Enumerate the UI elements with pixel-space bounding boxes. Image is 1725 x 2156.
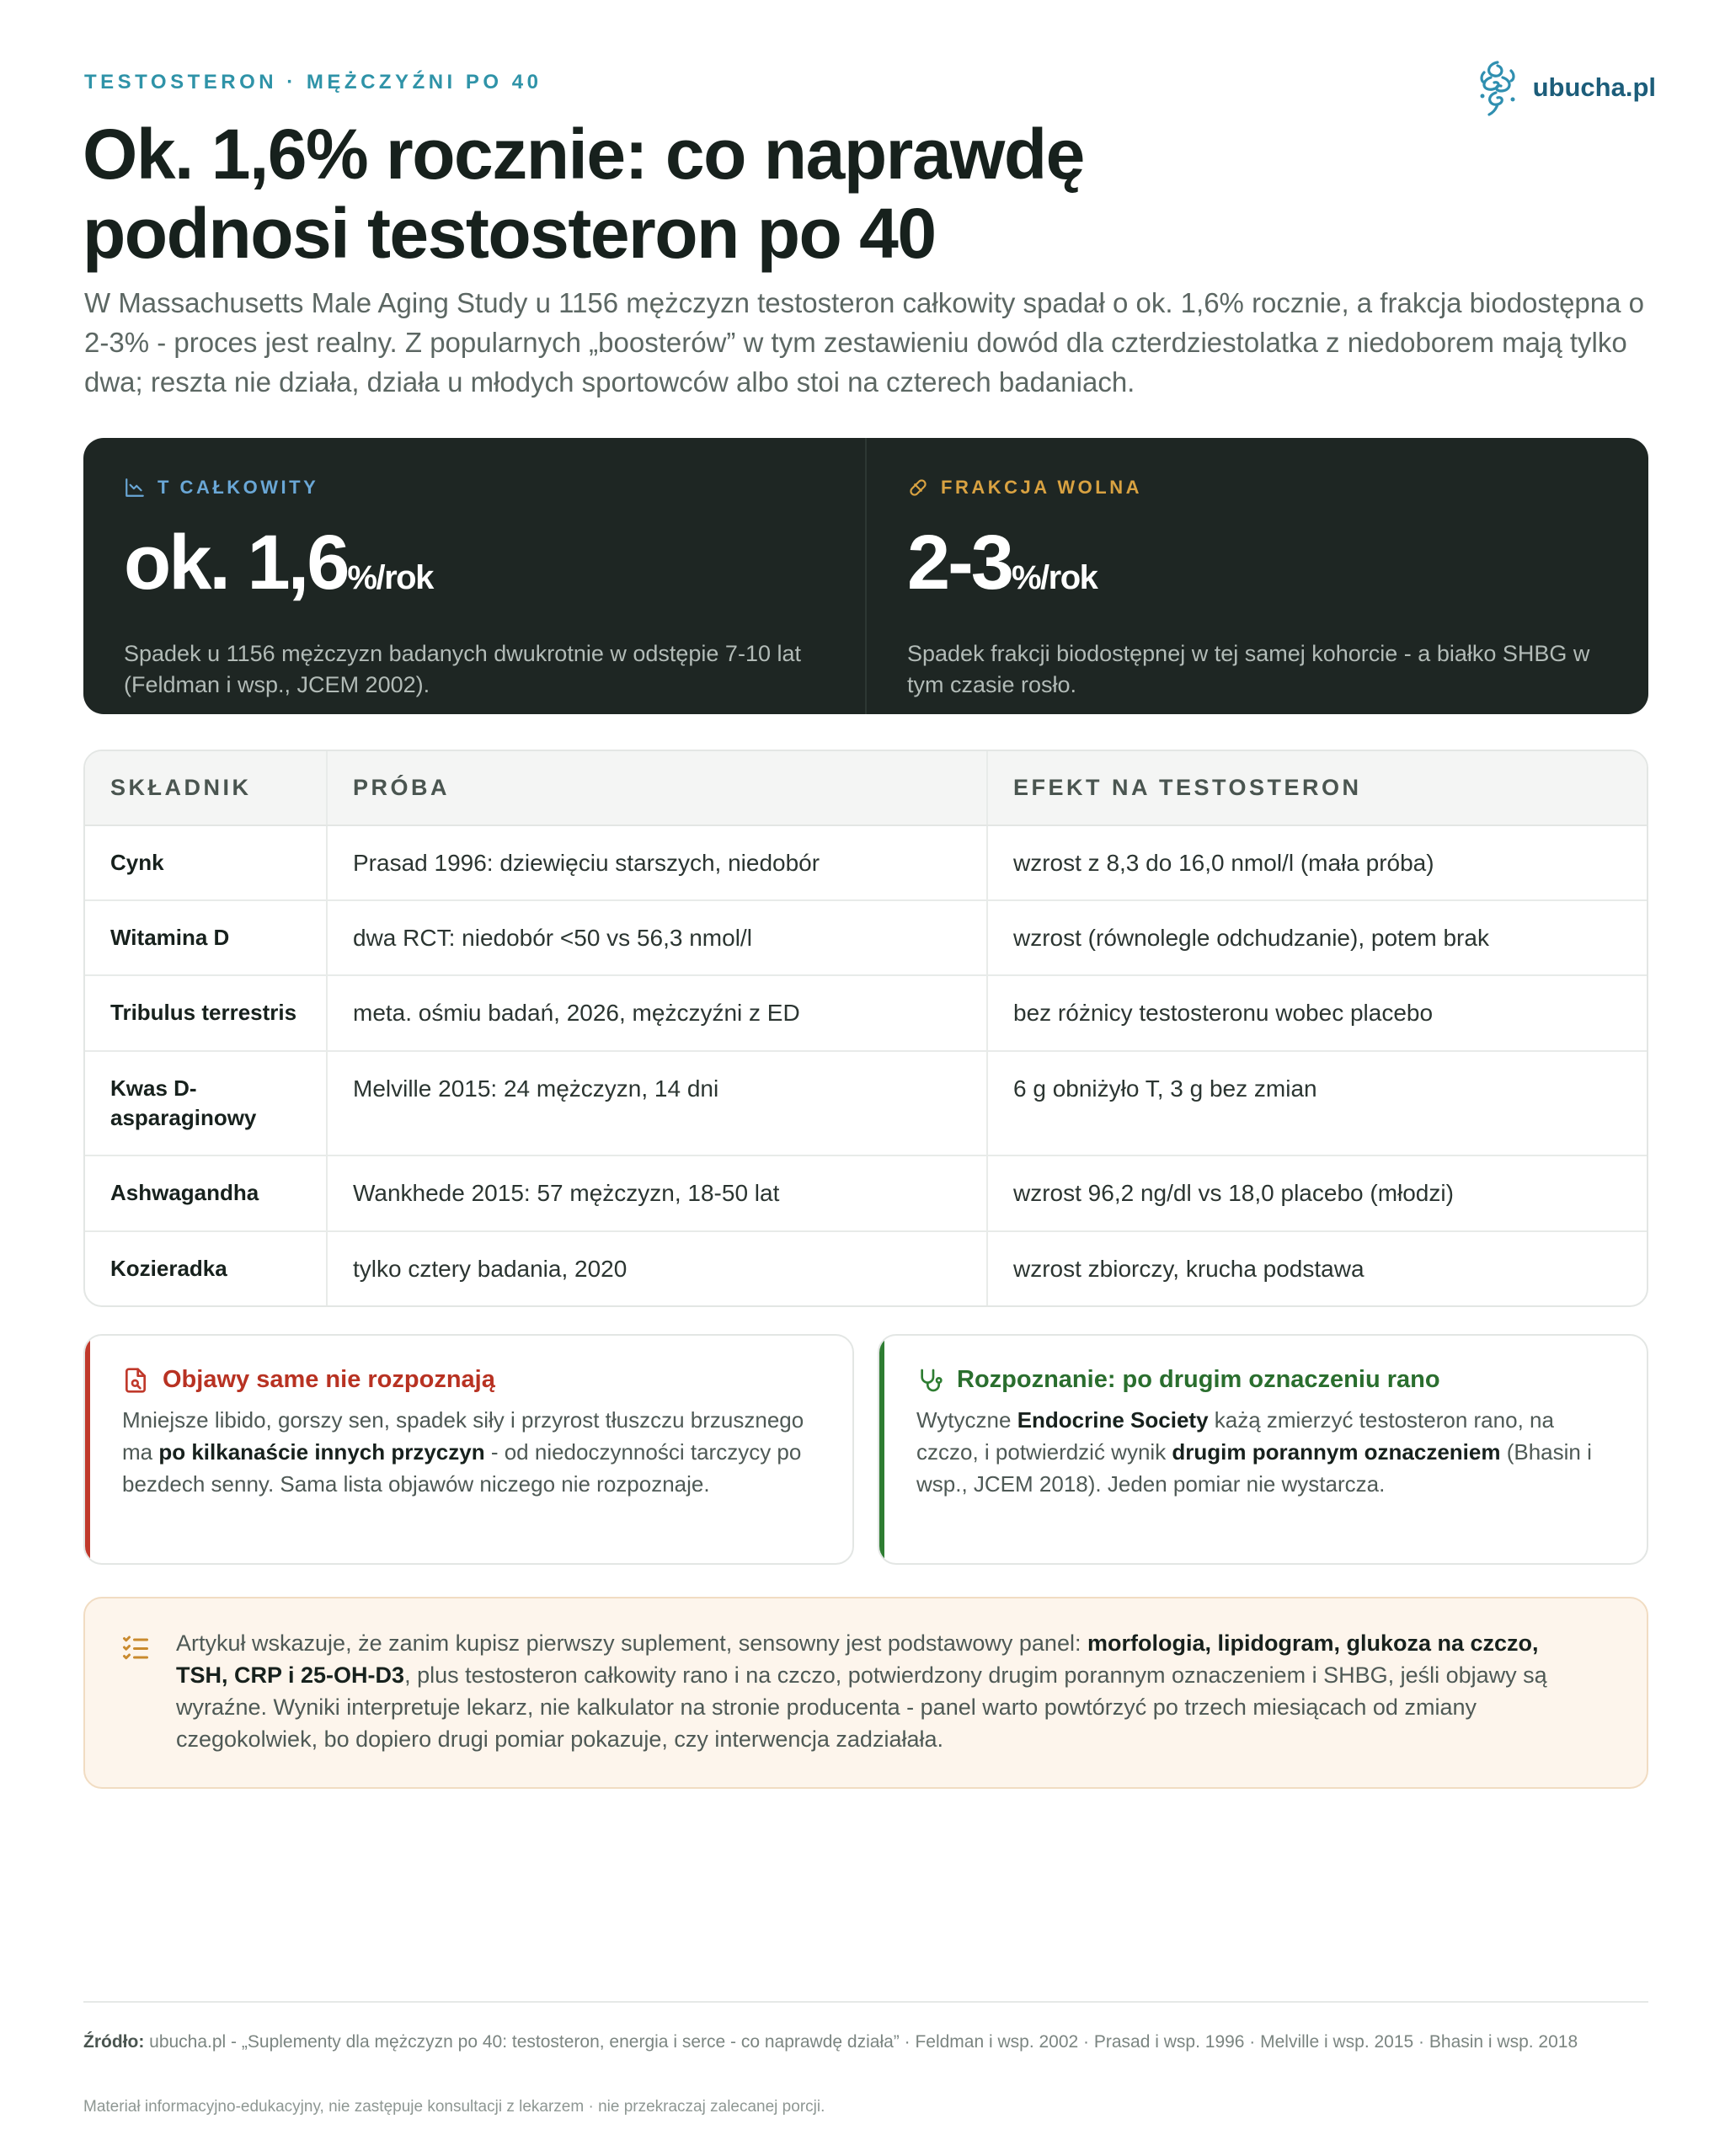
callout-emphasis: drugim porannym oznaczeniem (1172, 1439, 1501, 1465)
table-row (85, 1051, 1647, 1155)
lab-panel-note (83, 1597, 1648, 1789)
disclaimer: Materiał informacyjno-edukacyjny, nie zastępuje konsultacji z lekarzem · nie przekraczaj zalecanej porcji. (83, 2098, 825, 2116)
pill-icon (907, 477, 929, 499)
table-row (85, 1155, 1647, 1231)
table-header-row (85, 751, 1647, 825)
source-text: ubucha.pl - „Suplementy dla mężczyzn po 40: testosteron, energia i serce - co naprawdę działa” · Feldman i wsp. 2002 · Prasad i wsp. 1996 · Melville i wsp. 2015 · Bhasin i wsp. 2018 (144, 2032, 1578, 2052)
callout-emphasis: Endocrine Society (1017, 1407, 1209, 1433)
callout-title: Rozpoznanie: po drugim oznaczeniu rano (957, 1366, 1440, 1393)
header-trial: PRÓBA (327, 751, 987, 825)
table-row (85, 825, 1647, 900)
symptoms-callout (83, 1334, 854, 1565)
panel-body (176, 1627, 1588, 1755)
cell-ingredient: Kwas D-asparaginowy (85, 1051, 327, 1155)
cell-effect: wzrost (równolegle odchudzanie), potem brak (987, 900, 1647, 975)
stat-total-testosterone (83, 438, 865, 714)
stat-unit: %/rok (1011, 559, 1097, 596)
callout-body (122, 1404, 819, 1500)
header-effect: EFEKT NA TESTOSTERON (987, 751, 1647, 825)
stat-value (124, 520, 825, 620)
table-row (85, 1231, 1647, 1305)
stat-value (907, 520, 1608, 620)
stat-description: Spadek u 1156 mężczyzn badanych dwukrotnie w odstępie 7-10 lat (Feldman i wsp., JCEM 2002). (124, 641, 801, 697)
cell-ingredient: Ashwagandha (85, 1155, 327, 1231)
cell-trial: dwa RCT: niedobór <50 vs 56,3 nmol/l (327, 900, 987, 975)
lede-paragraph: W Massachusetts Male Aging Study u 1156 mężczyzn testosteron całkowity spadał o ok. 1,6% rocznie, a frakcja biodostępna o 2-3% - proces jest realny. Z popularnych „boosterów” w tym zestawieniu dowód dla czterdziestolatka z niedoborem mają tylko dwa; reszta nie działa, działa u młodych sportowców albo stoi na czterech badaniach. (84, 287, 1645, 398)
panel-text: Artykuł wskazuje, że zanim kupisz pierwszy suplement, sensowny jest podstawowy panel: (176, 1630, 1087, 1656)
cell-effect: wzrost z 8,3 do 16,0 nmol/l (mała próba) (987, 825, 1647, 900)
stethoscope-icon (916, 1367, 943, 1394)
chart-line-down-icon (124, 477, 146, 499)
callout-text: Mniejsze libido, gorszy sen, spadek siły i przyrost tłuszczu brzusznego ma (122, 1407, 804, 1465)
cell-ingredient: Tribulus terrestris (85, 975, 327, 1051)
document-search-icon (122, 1367, 149, 1394)
callout-emphasis: po kilkanaście innych przyczyn (158, 1439, 485, 1465)
callout-body (916, 1404, 1613, 1500)
stat-label-total (124, 477, 825, 499)
panel-text: , plus testosteron całkowity rano i na czczo, potwierdzony drugim porannym oznaczeniem i SHBG, jeśli objawy są wyraźne. Wyniki interpretuje lekarz, nie kalkulator na stronie producenta - panel warto powtórzyć po trzech miesiącach od zmiany czegokolwiek, bo dopiero drugi pomiar pokazuje, czy interwencja zadziałała. (176, 1662, 1547, 1752)
stat-label-text: T CAŁKOWITY (158, 477, 319, 498)
cell-ingredient: Kozieradka (85, 1231, 327, 1305)
cell-ingredient: Cynk (110, 850, 164, 875)
callout-text: - od niedoczynności tarczycy po bezdech senny. Sama lista objawów niczego nie rozpoznaje. (122, 1439, 802, 1497)
callout-text: Wytyczne (916, 1407, 1017, 1433)
diagnosis-callout (878, 1334, 1648, 1565)
panel-emphasis: morfologia, lipidogram, glukoza na czczo, TSH, CRP i 25-OH-D3 (176, 1630, 1539, 1688)
stat-label-text: FRAKCJA WOLNA (941, 477, 1142, 498)
table-row (85, 900, 1647, 975)
cell-ingredient: Witamina D (85, 900, 327, 975)
callout-text: (Bhasin i wsp., JCEM 2018). Jeden pomiar nie wystarcza. (916, 1439, 1592, 1497)
site-logo[interactable] (1474, 57, 1656, 118)
cell-trial: tylko cztery badania, 2020 (327, 1231, 987, 1305)
source-label: Źródło: (83, 2032, 145, 2052)
stat-unit: %/rok (347, 559, 433, 596)
cell-trial: meta. ośmiu badań, 2026, mężczyźni z ED (327, 975, 987, 1051)
footer-divider (83, 2001, 1648, 2003)
table-row (85, 975, 1647, 1051)
source-note (83, 2028, 1648, 2056)
cell-effect: wzrost zbiorczy, krucha podstawa (987, 1231, 1647, 1305)
cell-effect: bez różnicy testosteronu wobec placebo (987, 975, 1647, 1051)
cell-trial: Prasad 1996: dziewięciu starszych, niedobór (327, 825, 987, 900)
stat-number: 2-3 (907, 520, 1012, 606)
header-ingredient: SKŁADNIK (85, 751, 327, 825)
stat-number: ok. 1,6 (124, 520, 348, 606)
stat-description: Spadek frakcji biodostępnej w tej samej kohorcie - a białko SHBG w tym czasie rosło. (907, 641, 1590, 697)
stats-banner (83, 438, 1648, 714)
callout-text: każą zmierzyć testosteron rano, na czczo, i potwierdzić wynik (916, 1407, 1554, 1465)
cell-effect: 6 g obniżyło T, 3 g bez zmian (987, 1051, 1647, 1155)
kombucha-logo-icon (1474, 57, 1521, 118)
callout-heading (916, 1366, 1613, 1394)
logo-text: ubucha.pl (1532, 72, 1656, 102)
stat-label-free (907, 477, 1608, 499)
eyebrow-label: TESTOSTERON · MĘŻCZYŹNI PO 40 (84, 71, 542, 93)
page-title: Ok. 1,6% rocznie: co naprawdę podnosi testosteron po 40 (83, 115, 1084, 273)
checklist-icon (120, 1632, 151, 1662)
callout-heading (122, 1366, 819, 1394)
callout-title: Objawy same nie rozpoznają (163, 1366, 495, 1393)
cell-trial: Melville 2015: 24 mężczyzn, 14 dni (327, 1051, 987, 1155)
stat-free-fraction (865, 438, 1648, 714)
cell-trial: Wankhede 2015: 57 mężczyzn, 18-50 lat (327, 1155, 987, 1231)
supplements-table (83, 750, 1648, 1307)
cell-effect: wzrost 96,2 ng/dl vs 18,0 placebo (młodzi) (987, 1155, 1647, 1231)
